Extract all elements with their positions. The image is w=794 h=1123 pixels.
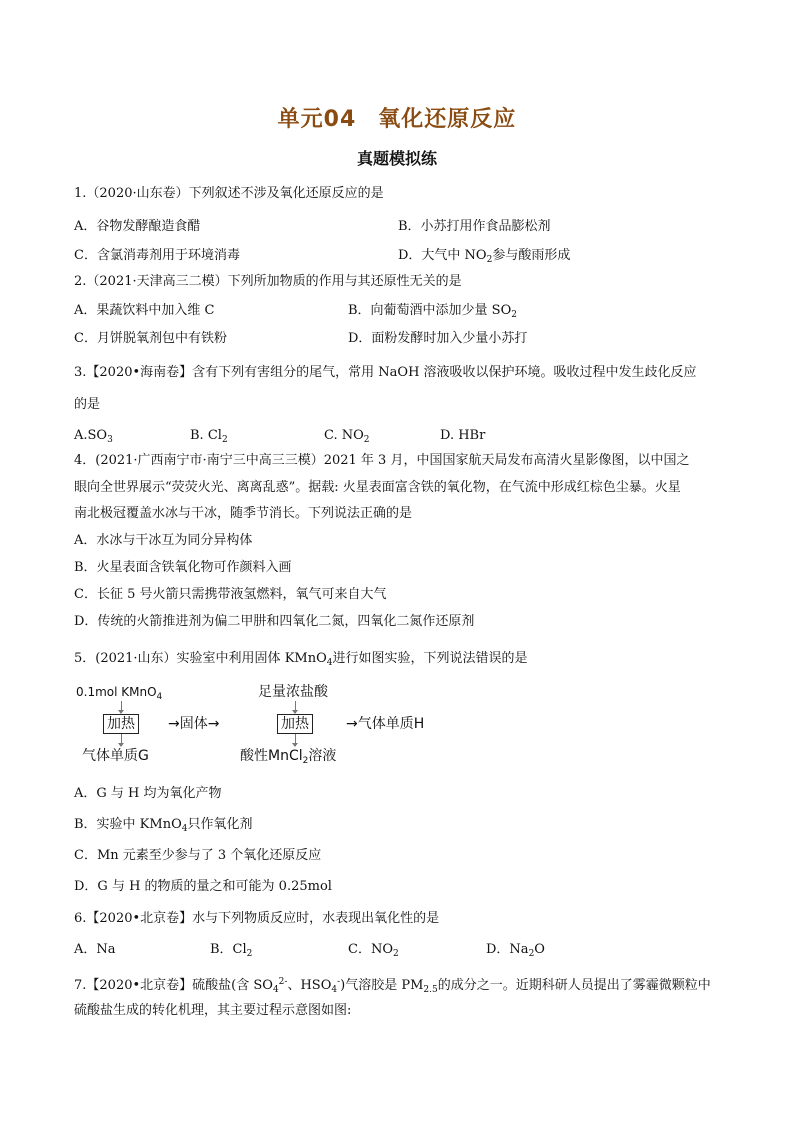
q4-stem-line2: 眼向全世界展示“荧荧火光、离离乱惑”。据载: 火星表面富含铁的氧化物，在气流中形成红棕色尘暴。火星	[74, 480, 681, 495]
q5-stem: 5．(2021·山东）实验室中利用固体 KMnO$_4$进行如图实验，下列说法错误的是	[74, 651, 528, 668]
unit-topic: 氧化还原反应	[378, 107, 517, 132]
mncl2-solution-label: 酸性MnCl$_2$溶液	[240, 748, 337, 766]
reagent-kmno4-label: 0.1mol KMnO$_4$	[76, 685, 163, 702]
arrow-down-icon	[121, 701, 122, 713]
q5-option-a: A．G 与 H 均为氧化产物	[74, 786, 222, 801]
heat-box-1: 加热	[103, 714, 139, 734]
q5-reaction-diagram	[74, 682, 494, 768]
q4-option-b: B．火星表面含铁氧化物可作颜料入画	[74, 560, 292, 575]
arrow-down-icon	[295, 734, 296, 746]
q6-option-b: B．$Cl_2$	[210, 942, 253, 959]
q5-option-d: D．G 与 H 的物质的量之和可能为 0.25mol	[74, 879, 332, 894]
q6-option-d: D．$Na_2O$	[486, 942, 545, 959]
q4-stem-line1: 4．(2021·广西南宁市·南宁三中高三三模）2021 年 3 月，中国国家航天局发布高清火星影像图，以中国之	[74, 453, 690, 468]
q1-stem: 1.（2020·山东卷）下列叙述不涉及氧化还原反应的是	[74, 186, 384, 201]
q2-stem: 2.（2021·天津高三二模）下列所加物质的作用与其还原性无关的是	[74, 274, 462, 289]
q5-option-b: B．实验中 KMnO$_4$只作氧化剂	[74, 817, 253, 834]
q7-stem-line1: 7.【2020•北京卷】硫酸盐(含 $SO_4^{2-}$、$HSO_4^-$)气溶胶是 $PM_{2.5}$的成分之一。近期科研人员提出了雾霾微颗粒中	[74, 977, 711, 995]
arrow-down-icon	[295, 701, 296, 713]
gas-h-label: →气体单质H	[346, 716, 425, 732]
q3-option-a: $A.SO_3$	[74, 428, 113, 445]
q6-stem: 6.【2020•北京卷】水与下列物质反应时，水表现出氧化性的是	[74, 911, 440, 926]
unit-number: 单元04	[277, 107, 357, 132]
q3-option-d: D. HBr	[440, 428, 486, 443]
q1-option-b: B．小苏打用作食品膨松剂	[398, 219, 551, 234]
q1-option-d: D．大气中 $NO_2$参与酸雨形成	[398, 248, 571, 265]
reagent-hcl-label: 足量浓盐酸	[258, 684, 328, 700]
q2-option-d: D．面粉发酵时加入少量小苏打	[348, 331, 528, 346]
q6-option-c: C．$NO_2$	[348, 942, 399, 959]
q4-stem-line3: 南北极冠覆盖水冰与干冰，随季节消长。下列说法正确的是	[74, 506, 413, 521]
q5-option-c: C．Mn 元素至少参与了 3 个氧化还原反应	[74, 848, 322, 863]
q4-option-d: D．传统的火箭推进剂为偏二甲肼和四氧化二氮，四氧化二氮作还原剂	[74, 614, 475, 629]
q2-option-c: C．月饼脱氧剂包中有铁粉	[74, 331, 227, 346]
arrow-down-icon	[121, 734, 122, 746]
heat-box-2: 加热	[277, 714, 313, 734]
q1-option-c: C．含氯消毒剂用于环境消毒	[74, 248, 240, 263]
q4-option-a: A．水冰与干冰互为同分异构体	[74, 533, 253, 548]
page-subtitle: 真题模拟练	[356, 149, 437, 168]
arrow-solid-label: →固体→	[168, 716, 220, 732]
q7-stem-line2: 硫酸盐生成的转化机理，其主要过程示意图如图:	[74, 1003, 352, 1018]
q1-option-a: A．谷物发酵酿造食醋	[74, 219, 201, 234]
q6-option-a: A．Na	[74, 942, 116, 957]
gas-g-label: 气体单质G	[82, 748, 149, 764]
q2-option-b: B．向葡萄酒中添加少量 $SO_2$	[348, 303, 517, 320]
q4-option-c: C．长征 5 号火箭只需携带液氢燃料，氧气可来自大气	[74, 587, 387, 602]
q3-option-b: B. $Cl_2$	[190, 428, 228, 445]
q3-stem-line2: 的是	[74, 397, 101, 412]
page-title	[0, 102, 794, 133]
q3-option-c: C. $NO_2$	[324, 428, 370, 445]
q2-option-a: A．果蔬饮料中加入维 C	[74, 303, 215, 318]
q3-stem-line1: 3.【2020•海南卷】含有下列有害组分的尾气，常用 NaOH 溶液吸收以保护环境。吸收过程中发生歧化反应	[74, 365, 697, 380]
